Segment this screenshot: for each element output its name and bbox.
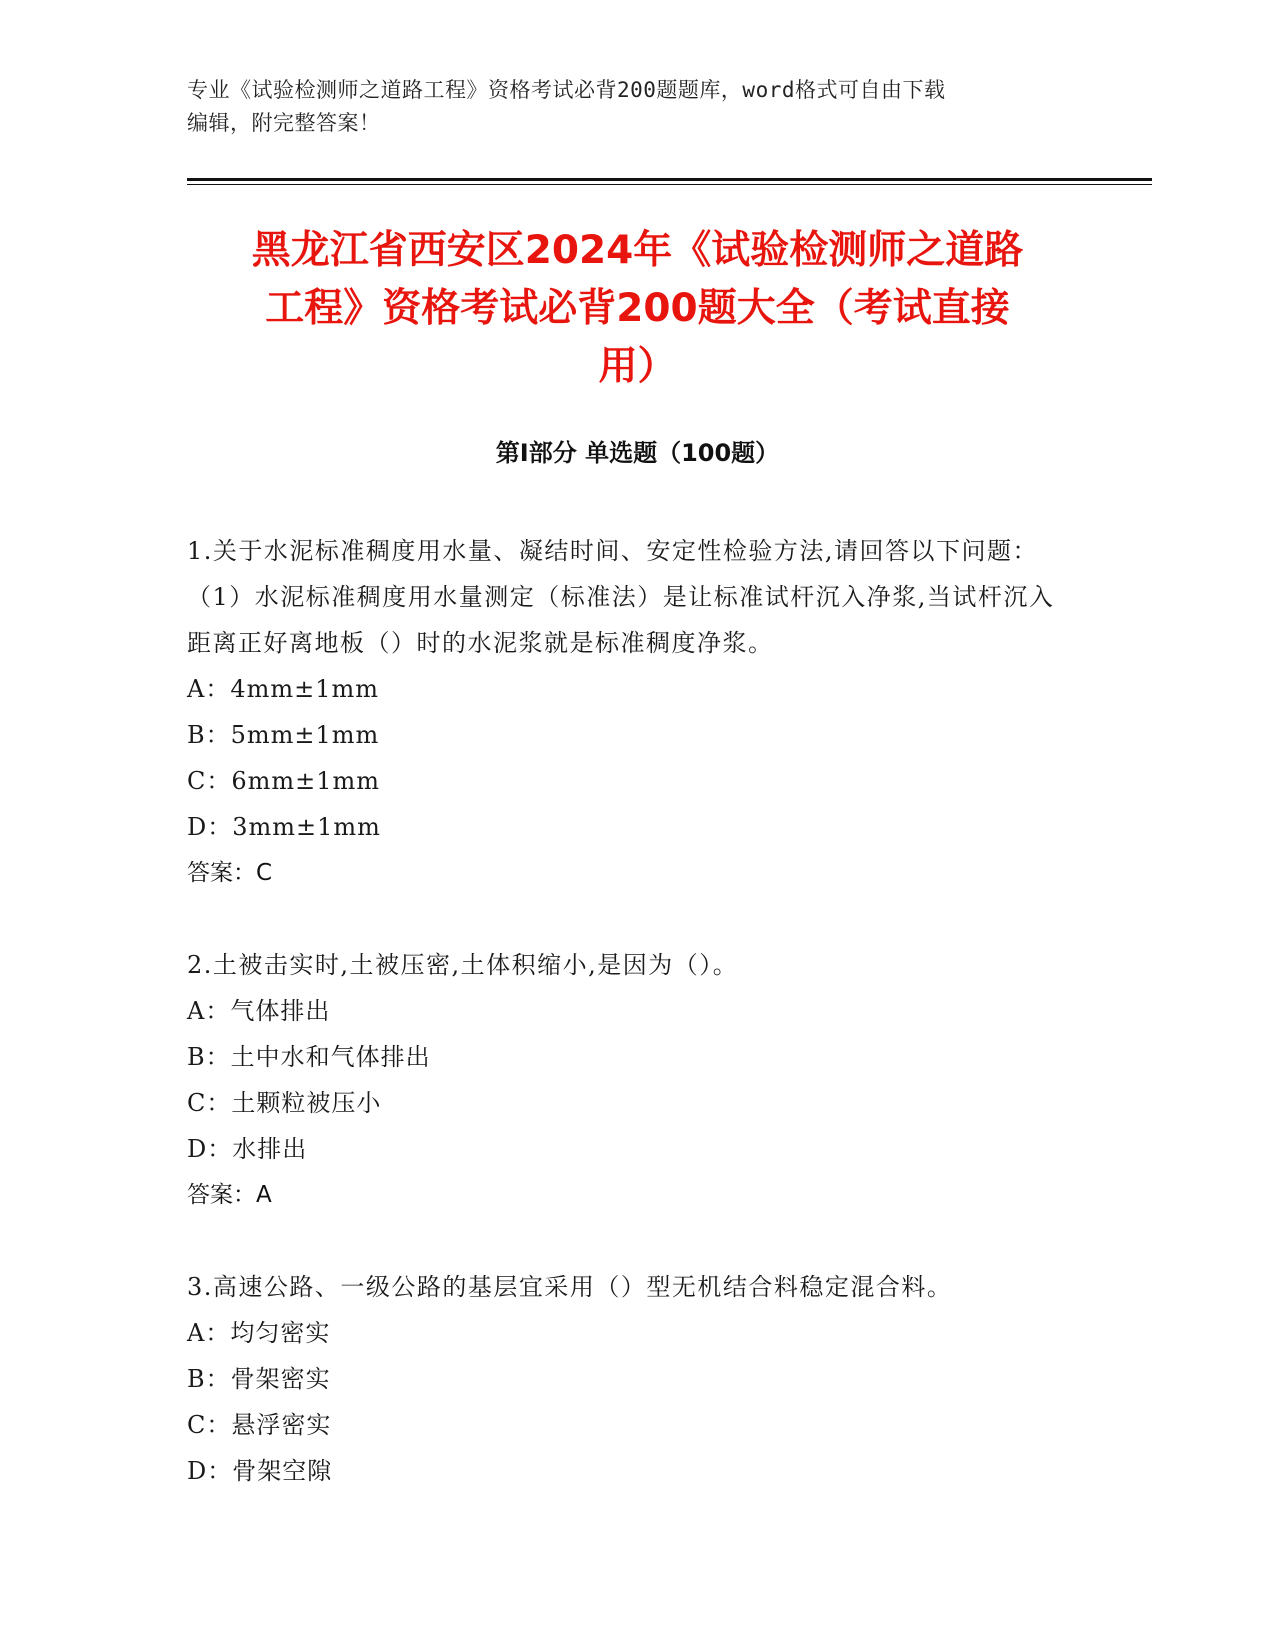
question-2 [187,942,1072,1218]
answer: 答案：C [187,860,273,886]
question-stem: 1.关于水泥标准稠度用水量、凝结时间、安定性检验方法,请回答以下问题：（1）水泥标准稠度用水量测定（标准法）是让标准试杆沉入净浆,当试杆沉入距离正好离地板（）时的水泥浆就是标准稠度净浆。 [187,537,1055,657]
document-title-line-3: 用） [598,344,677,389]
document-title [170,222,1105,396]
option-c: C：悬浮密实 [187,1411,332,1439]
option-a: A：气体排出 [187,997,331,1025]
header-divider-thick [187,178,1152,181]
option-a: A：均匀密实 [187,1319,331,1347]
option-d: D：3mm±1mm [187,813,381,841]
header-note-line-1: 专业《试验检测师之道路工程》资格考试必背200题题库，word格式可自由下载 [187,78,946,102]
document-title-line-1: 黑龙江省西安区2024年《试验检测师之道路 [251,228,1024,273]
question-3 [187,1264,1072,1494]
option-b: B：土中水和气体排出 [187,1043,431,1071]
question-list [187,528,1072,1540]
question-stem: 3.高速公路、一级公路的基层宜采用（）型无机结合料稳定混合料。 [187,1273,953,1301]
option-b: B：骨架密实 [187,1365,331,1393]
option-b: B：5mm±1mm [187,721,380,749]
question-1 [187,528,1072,896]
option-c: C：土颗粒被压小 [187,1089,382,1117]
document-title-line-2: 工程》资格考试必背200题大全（考试直接 [265,286,1010,331]
header-divider-thin [187,184,1152,185]
option-d: D：水排出 [187,1135,308,1163]
question-stem: 2.土被击实时,土被压密,土体积缩小,是因为（）。 [187,951,739,979]
header-note-line-2: 编辑，附完整答案！ [187,111,381,135]
option-d: D：骨架空隙 [187,1457,333,1485]
section-heading: 第Ⅰ部分 单选题（100题） [495,439,780,467]
option-c: C：6mm±1mm [187,767,381,795]
option-a: A：4mm±1mm [187,675,380,703]
answer: 答案：A [187,1182,272,1208]
header-note [187,74,1057,140]
